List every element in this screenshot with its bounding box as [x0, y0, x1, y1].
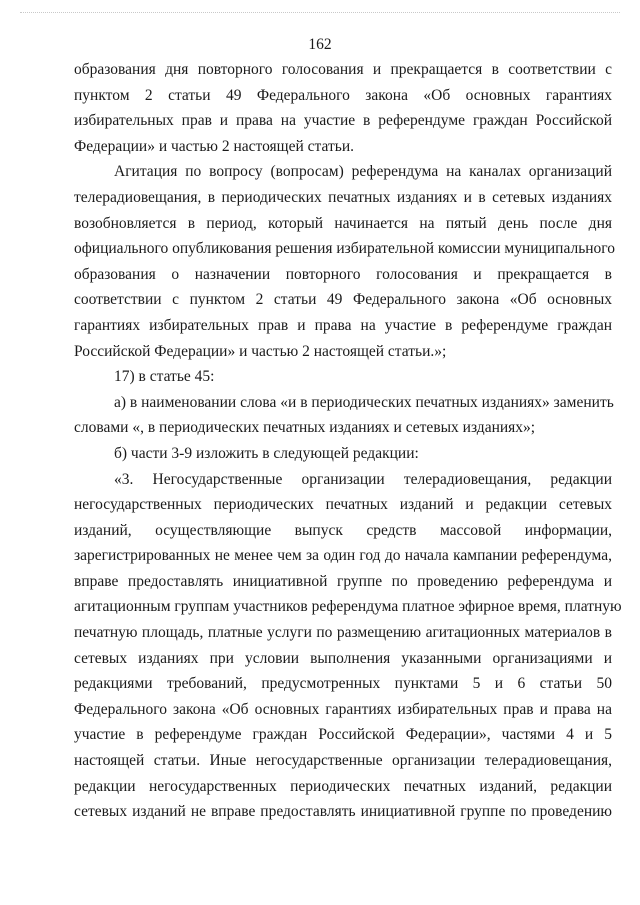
text-line: Федерации» и частью 2 настоящей статьи.: [74, 137, 354, 155]
text-line: образования дня повторного голосования и прекращается в соответствии с: [74, 61, 612, 78]
text-line: участие в референдуме граждан Российской Федерации», частями 4 и 5: [74, 726, 612, 744]
page-number: 162: [308, 36, 332, 53]
text-line: официального опубликования решения избирательной комиссии муниципального: [74, 240, 616, 258]
text-line: Российской Федерации» и частью 2 настоящей статьи.»;: [74, 342, 447, 360]
text-line: редакциями требований, предусмотренных пунктами 5 и 6 статьи 50: [74, 675, 612, 693]
text-line: редакции негосударственных периодических печатных изданий, редакции: [74, 777, 612, 795]
paragraph-start-line: «3. Негосударственные организации телерадиовещания, редакции: [114, 470, 612, 488]
text-line: образования о назначении повторного голосования и прекращается в: [74, 265, 612, 283]
text-line: сетевых изданиях при условии выполнения указанными организациями и: [74, 649, 612, 667]
text-line: телерадиовещания, в периодических печатных изданиях и в сетевых изданиях: [74, 188, 612, 206]
paragraph-start-line: Агитация по вопросу (вопросам) референдума на каналах организаций: [114, 163, 612, 181]
text-line: Федерального закона «Об основных гарантиях избирательных прав и права на: [74, 700, 612, 718]
text-line: возобновляется в период, который начинается на пятый день после дня: [74, 214, 612, 232]
text-line: вправе предоставлять инициативной группе по проведению референдума и: [74, 572, 612, 590]
text-line: сетевых изданий не вправе предоставлять инициативной группе по проведению: [74, 803, 612, 821]
document-body: [74, 57, 622, 825]
paragraph-start-line: а) в наименовании слова «и в периодических печатных изданиях» заменить: [114, 393, 614, 411]
text-line: настоящей статьи. Иные негосударственные организации телерадиовещания,: [74, 752, 612, 770]
text-line: зарегистрированных не менее чем за один год до начала кампании референдума,: [74, 547, 612, 565]
text-line: гарантиях избирательных прав и права на участие в референдуме граждан: [74, 316, 612, 334]
text-line: печатную площадь, платные услуги по размещению агитационных материалов в: [74, 624, 612, 642]
text-line: соответствии с пунктом 2 статьи 49 Федерального закона «Об основных: [74, 291, 612, 309]
text-line: избирательных прав и права на участие в референдуме граждан Российской: [74, 112, 612, 130]
text-line: словами «, в периодических печатных изданиях и сетевых изданиях»;: [74, 419, 536, 437]
paragraph-start-line: б) части 3-9 изложить в следующей редакции:: [114, 444, 419, 462]
text-line: агитационным группам участников референдума платное эфирное время, платную: [74, 598, 622, 616]
item-heading-line: 17) в статье 45:: [114, 368, 215, 386]
text-line: изданий, осуществляющие выпуск средств массовой информации,: [74, 521, 612, 539]
text-line: пунктом 2 статьи 49 Федерального закона «Об основных гарантиях: [74, 86, 612, 104]
scan-artifact-line: [20, 12, 620, 15]
text-line: негосударственных периодических печатных изданий и редакции сетевых: [74, 496, 612, 514]
